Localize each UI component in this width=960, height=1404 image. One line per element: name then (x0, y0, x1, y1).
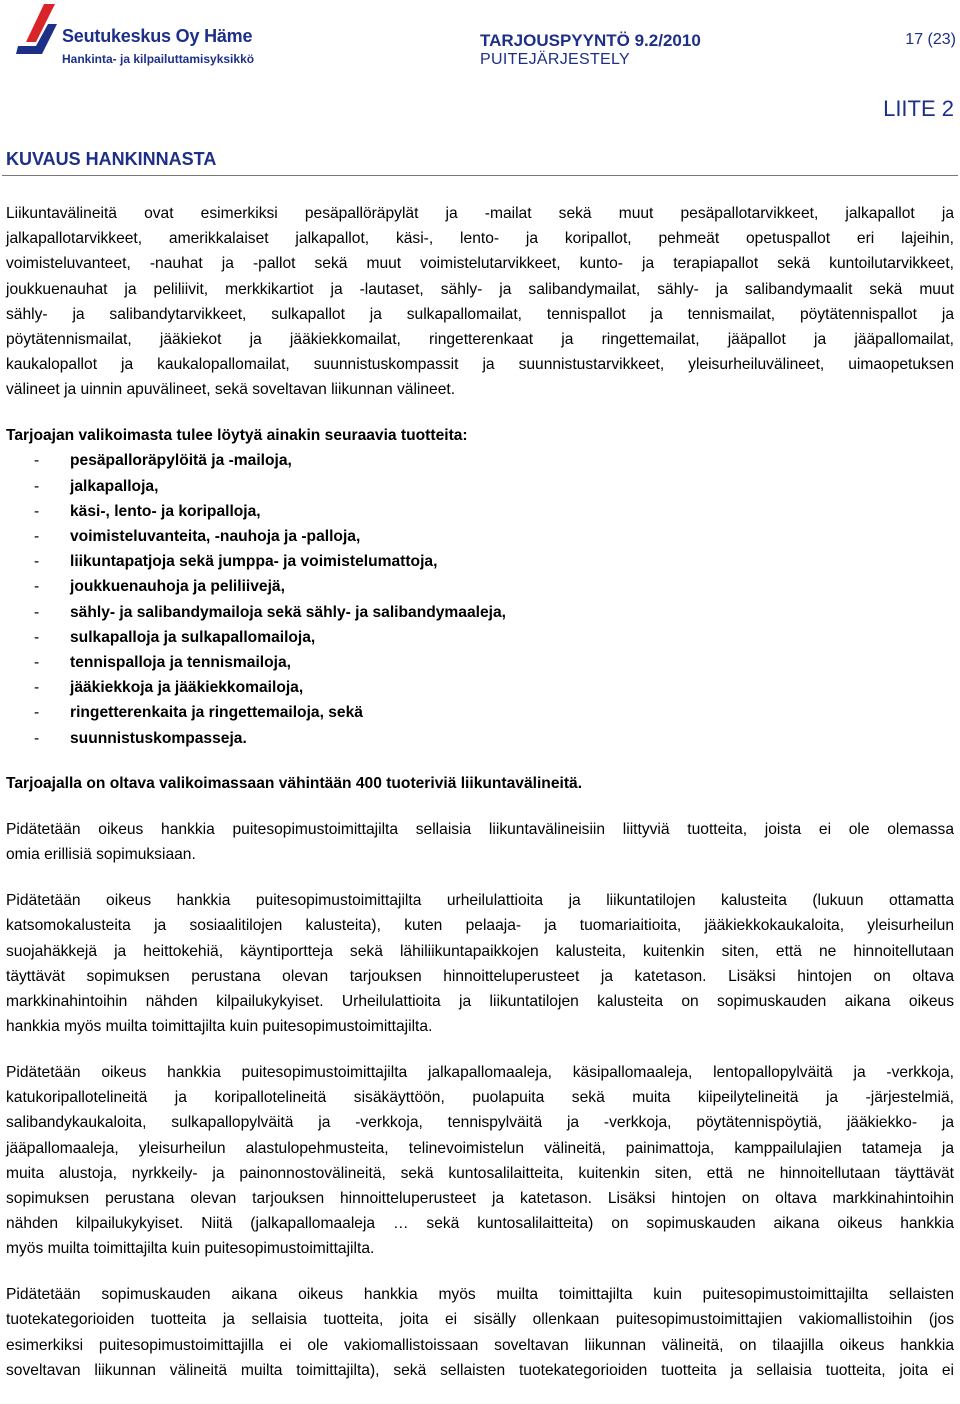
section-title: KUVAUS HANKINNASTA (6, 149, 217, 169)
text-line: suojahäkkejä ja heittokehiä, käyntiportteja sekä lähiliikuntapaikkojen kalusteita, kuitenkin siten, että ne hinnoitellutaan (6, 942, 954, 960)
list-item-text: jalkapalloja, (70, 477, 159, 495)
text-line: tuotekategorioiden tuotteita ja sellaisia tuotteita, joita ei sisälly ollenkaan puitesopimustoimittajien vakiomallistoihin (jos (6, 1311, 954, 1329)
list-item-text: sähly- ja salibandymailoja sekä sähly- ja salibandymaaleja, (70, 603, 506, 621)
requirement-statement: Tarjoajalla on oltava valikoimassaan vähintään 400 tuoteriviä liikuntavälineitä. (6, 775, 583, 793)
list-item-text: sulkapalloja ja sulkapallomailoja, (70, 628, 316, 646)
list-item (6, 574, 954, 599)
seutukeskus-logo (14, 2, 60, 64)
text-line: voimisteluvanteet, -nauhat ja -pallot sekä muut voimistelutarvikkeet, kunto- ja terapiapallot sekä kuntoilutarvikkeet, (6, 255, 954, 273)
text-line: salibandykaukaloita, sulkapallopylväitä ja -verkkoja, tennispylväitä ja -verkkoja, pöytätennispöytiä, jääkiekko- ja (6, 1114, 954, 1132)
reserve-paragraph-3 (6, 1060, 954, 1262)
text-line: välineet ja uinnin apuvälineet, sekä soveltavan liikunnan välineet. (6, 381, 456, 399)
text-line: täyttävät sopimuksen perustana olevan tarjouksen hinnoitteluperusteet ja katetason. Lisäksi hintojen on oltava (6, 967, 954, 985)
reserve-paragraph-1 (6, 817, 954, 867)
document-body (6, 201, 954, 1383)
list-heading: Tarjoajan valikoimasta tulee löytyä ainakin seuraavia tuotteita: (6, 427, 468, 445)
text-line: katukoripallotelineitä ja koripallotelineitä sisäkäyttöön, puolapuita sekä muita kiipeilytelineitä ja -järjestelmiä, (6, 1089, 954, 1107)
text-line: esimerkiksi puitesopimustoimittajilla ei ole vakiomallistoissaan soveltavan liikunnan välineitä, on tilaajilla oikeus hankkia (6, 1336, 954, 1354)
list-item (6, 448, 954, 473)
list-dash: - (34, 603, 40, 621)
list-dash: - (34, 628, 40, 646)
list-item (6, 499, 954, 524)
annex-label: LIITE 2 (883, 96, 954, 121)
product-list (6, 448, 954, 750)
text-line: Liikuntavälineitä ovat esimerkiksi pesäpallöräpylät ja -mailat sekä muut pesäpallotarvikkeet, jalkapallot ja (6, 205, 954, 222)
text-line: Pidätetään sopimuskauden aikana oikeus hankkia myös muilta toimittajilta kuin puitesopimustoimittajilta sellaisten (6, 1286, 954, 1304)
paragraph-gap (6, 1039, 954, 1060)
list-item-text: käsi-, lento- ja koripalloja, (70, 502, 261, 520)
list-item (6, 549, 954, 574)
text-line: nähden kilpailukykyiset. Niitä (jalkapallomaaleja … sekä kuntosalilaitteita) on sopimuskauden aikana oikeus hankkia (6, 1215, 954, 1233)
reserve-paragraph-2 (6, 888, 954, 1039)
list-item-text: ringetterenkaita ja ringettemailoja, sekä (70, 704, 363, 722)
paragraph-gap (6, 403, 954, 424)
organization-unit: Hankinta- ja kilpailuttamisyksikkö (62, 52, 255, 66)
paragraph-gap (6, 868, 954, 889)
list-item (6, 700, 954, 725)
list-item-text: suunnistuskompasseja. (70, 729, 247, 747)
document-title: TARJOUSPYYNTÖ 9.2/2010 (480, 31, 701, 50)
text-line: omia erillisiä sopimuksiaan. (6, 846, 196, 864)
text-line: markkinahintoihin nähden kilpailukykyiset. Urheilulattioita ja liikuntatilojen kalusteita on sopimuskauden aikana oikeus (6, 993, 954, 1011)
list-item-text: voimisteluvanteita, -nauhoja ja -palloja, (70, 528, 361, 546)
list-item (6, 474, 954, 499)
text-line: kaukalopallot ja kaukalopallomailat, suunnistuskompassit ja suunnistustarvikkeet, yleisurheiluvälineet, uimaopetuksen (6, 356, 954, 374)
list-dash: - (34, 528, 40, 546)
list-dash: - (34, 502, 40, 520)
text-line: Pidätetään oikeus hankkia puitesopimustoimittajilta sellaisia liikuntavälineisiin liittyviä tuotteita, joista ei ole olemassa (6, 821, 954, 839)
text-line: sähly- ja salibandytarvikkeet, sulkapallot ja sulkapallomailat, tennispallot ja tennismailat, pöytätennispallot ja (6, 305, 954, 323)
list-item (6, 675, 954, 700)
list-item-text: pesäpalloräpylöitä ja -mailoja, (70, 452, 292, 470)
document-subtitle: PUITEJÄRJESTELY (480, 51, 631, 68)
page-number: 17 (23) (905, 31, 956, 48)
text-line: jalkapallotarvikkeet, amerikkalaiset jalkapallot, käsi-, lento- ja koripallot, pehmeät opetuspallot eri lajeihin, (6, 230, 954, 248)
list-item (6, 625, 954, 650)
reserve-paragraph-4 (6, 1282, 954, 1383)
text-line: jääpallomaaleja, yleisurheilun alastulopehmusteita, telinevoimistelun välineitä, painimattoja, kamppailulajien tatameja ja (6, 1139, 954, 1157)
list-item (6, 524, 954, 549)
text-line: myös muilta toimittajilta kuin puitesopimustoimittajilta. (6, 1240, 375, 1258)
paragraph-gap (6, 797, 954, 818)
text-line: sopimuksen perustana olevan tarjouksen hinnoitteluperusteet ja katetason. Lisäksi hintojen on oltava markkinahintoihin (6, 1190, 954, 1208)
list-item (6, 726, 954, 751)
list-item (6, 600, 954, 625)
text-line: katsomokalusteita ja sosiaalitilojen kalusteita), kuten pelaaja- ja tuomariaitioita, jääkiekkokaukaloita, yleisurheilun (6, 917, 954, 935)
list-dash: - (34, 729, 40, 747)
text-line: Pidätetään oikeus hankkia puitesopimustoimittajilta jalkapallomaaleja, käsipallomaaleja, lentopallopylväitä ja -verkkoja, (6, 1064, 954, 1082)
text-line: pöytätennismailat, jääkiekot ja jääkiekkomailat, ringetterenkaat ja ringettemailat, jääpallot ja jääpallomailat, (6, 331, 954, 349)
text-line: joukkuenauhat ja peliliivit, merkkikartiot ja -lautaset, sähly- ja salibandymailat, sähly- ja salibandymaalit sekä muut (6, 280, 954, 298)
text-line: soveltavan liikunnan välineitä muilta toimittajilta), sekä sellaisten tuotekategorioiden tuotteita ja sellaisia tuotteita, joita ei (6, 1361, 954, 1379)
text-line: Pidätetään oikeus hankkia puitesopimustoimittajilta urheilulattioita ja liikuntatilojen kalusteita (lukuun ottamatta (6, 892, 954, 910)
organization-name: Seutukeskus Oy Häme (62, 26, 253, 46)
paragraph-gap (6, 751, 954, 772)
list-dash: - (34, 477, 40, 495)
list-item-text: jääkiekkoja ja jääkiekkomailoja, (70, 679, 304, 697)
text-line: hankkia myös muilta toimittajilta kuin puitesopimustoimittajilta. (6, 1018, 433, 1036)
list-dash: - (34, 654, 40, 672)
paragraph-gap (6, 1262, 954, 1283)
list-item-text: joukkuenauhoja ja peliliivejä, (70, 578, 285, 596)
list-dash: - (34, 704, 40, 722)
list-dash: - (34, 578, 40, 596)
list-dash: - (34, 679, 40, 697)
list-item-text: liikuntapatjoja sekä jumppa- ja voimistelumattoja, (70, 553, 438, 571)
intro-paragraph (6, 201, 954, 403)
list-dash: - (34, 553, 40, 571)
list-dash: - (34, 452, 40, 470)
list-item (6, 650, 954, 675)
text-line: muita alustoja, nyrkkeily- ja painonnostovälineitä, sekä kuntosalilaitteita, kuitenkin siten, että ne hinnoitellutaan täyttävät (6, 1164, 954, 1182)
header-divider (2, 175, 958, 176)
list-item-text: tennispalloja ja tennismailoja, (70, 654, 291, 672)
